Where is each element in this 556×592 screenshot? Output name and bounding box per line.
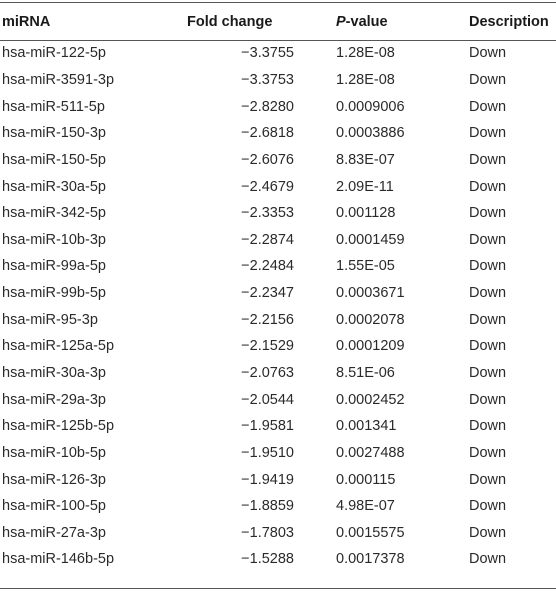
cell-description: Down	[469, 551, 507, 568]
cell-description: Down	[469, 365, 507, 381]
cell-mirna: hsa-miR-146b-5p	[2, 551, 115, 568]
cell-fold-change: −2.6818	[241, 125, 294, 142]
cell-description: Down	[469, 285, 507, 302]
cell-description: Down	[469, 45, 507, 62]
cell-pvalue: 1.55E-05	[336, 258, 395, 275]
table-row	[0, 333, 556, 360]
cell-mirna: hsa-miR-122-5p	[2, 45, 106, 62]
cell-description: Down	[469, 71, 507, 88]
table-row	[0, 120, 556, 147]
cell-description: Down	[469, 231, 507, 248]
cell-mirna: hsa-miR-150-5p	[2, 151, 106, 168]
table-row	[0, 40, 556, 67]
mirna-table	[0, 4, 556, 573]
cell-mirna: hsa-miR-29a-3p	[2, 391, 106, 408]
table-row	[0, 67, 556, 94]
cell-fold-change: −2.0763	[241, 365, 294, 381]
cell-pvalue: 0.001341	[336, 418, 397, 435]
cell-fold-change: −2.8280	[241, 98, 294, 115]
cell-description: Down	[469, 524, 507, 541]
table-row	[0, 226, 556, 253]
cell-fold-change: −2.1529	[241, 338, 294, 355]
cell-fold-change: −1.7803	[241, 524, 294, 541]
cell-description: Down	[469, 338, 507, 355]
cell-pvalue: 0.0001209	[336, 338, 405, 355]
cell-pvalue: 0.0002452	[336, 391, 405, 408]
table-row	[0, 466, 556, 493]
cell-fold-change: −2.2347	[241, 285, 294, 302]
header-pvalue-suffix: -value	[345, 14, 388, 30]
table-row	[0, 520, 556, 547]
cell-mirna: hsa-miR-150-3p	[2, 125, 106, 142]
table-row	[0, 253, 556, 280]
table-row	[0, 493, 556, 520]
table-row	[0, 280, 556, 307]
cell-pvalue: 2.09E-11	[336, 178, 394, 195]
cell-description: Down	[469, 205, 507, 222]
table-bottom-rule	[0, 588, 556, 589]
cell-pvalue: 0.001128	[336, 205, 396, 222]
cell-pvalue: 0.0001459	[336, 231, 405, 248]
table-row	[0, 360, 556, 387]
header-pvalue-italic: P	[336, 14, 346, 30]
table-row	[0, 147, 556, 174]
cell-mirna: hsa-miR-511-5p	[2, 98, 105, 115]
cell-mirna: hsa-miR-99a-5p	[2, 258, 106, 275]
cell-fold-change: −2.4679	[241, 178, 294, 195]
cell-mirna: hsa-miR-10b-3p	[2, 231, 106, 248]
cell-fold-change: −1.9581	[241, 418, 294, 435]
cell-description: Down	[469, 444, 507, 461]
cell-mirna: hsa-miR-95-3p	[2, 311, 98, 328]
cell-fold-change: −2.3353	[241, 205, 294, 222]
header-row	[0, 4, 556, 40]
table-row	[0, 173, 556, 200]
cell-pvalue: 0.0003671	[336, 285, 405, 302]
header-pvalue	[332, 4, 469, 40]
header-fold-change: Fold change	[187, 14, 273, 30]
cell-mirna: hsa-miR-100-5p	[2, 498, 106, 515]
cell-fold-change: −2.2156	[241, 311, 294, 328]
table-row	[0, 306, 556, 333]
cell-mirna: hsa-miR-27a-3p	[2, 524, 106, 541]
header-description: Description	[469, 14, 549, 30]
cell-pvalue: 0.000115	[336, 471, 396, 488]
table-row	[0, 386, 556, 413]
cell-fold-change: −1.9419	[241, 471, 294, 488]
cell-description: Down	[469, 98, 507, 115]
cell-fold-change: −3.3755	[241, 45, 294, 62]
cell-pvalue: 1.28E-08	[336, 71, 395, 88]
table-top-rule	[0, 2, 556, 3]
cell-description: Down	[469, 311, 507, 328]
cell-pvalue: 8.51E-06	[336, 365, 395, 381]
cell-description: Down	[469, 258, 507, 275]
table-row	[0, 546, 556, 573]
cell-pvalue: 0.0015575	[336, 524, 405, 541]
cell-pvalue: 0.0027488	[336, 444, 405, 461]
cell-description: Down	[469, 418, 507, 435]
table-row	[0, 413, 556, 440]
cell-mirna: hsa-miR-342-5p	[2, 205, 106, 222]
cell-description: Down	[469, 178, 507, 195]
table-row	[0, 93, 556, 120]
cell-mirna: hsa-miR-30a-3p	[2, 365, 106, 381]
cell-pvalue: 4.98E-07	[336, 498, 395, 515]
table-row	[0, 440, 556, 467]
cell-mirna: hsa-miR-125a-5p	[2, 338, 115, 355]
header-mirna: miRNA	[2, 14, 51, 30]
cell-fold-change: −2.2874	[241, 231, 294, 248]
cell-fold-change: −2.2484	[241, 258, 294, 275]
cell-fold-change: −3.3753	[241, 71, 294, 88]
cell-pvalue: 1.28E-08	[336, 45, 395, 62]
cell-fold-change: −2.0544	[241, 391, 294, 408]
cell-mirna: hsa-miR-3591-3p	[2, 71, 115, 88]
cell-pvalue: 0.0017378	[336, 551, 405, 568]
cell-fold-change: −2.6076	[241, 151, 294, 168]
cell-pvalue: 0.0003886	[336, 125, 405, 142]
cell-fold-change: −1.8859	[241, 498, 294, 515]
cell-fold-change: −1.5288	[241, 551, 294, 568]
cell-fold-change: −1.9510	[241, 444, 294, 461]
cell-mirna: hsa-miR-30a-5p	[2, 178, 106, 195]
cell-mirna: hsa-miR-99b-5p	[2, 285, 106, 302]
cell-description: Down	[469, 391, 507, 408]
cell-description: Down	[469, 471, 507, 488]
cell-description: Down	[469, 151, 507, 168]
table-header	[0, 4, 556, 40]
cell-pvalue: 0.0009006	[336, 98, 405, 115]
table-row	[0, 200, 556, 227]
cell-description: Down	[469, 498, 507, 515]
cell-mirna: hsa-miR-125b-5p	[2, 418, 115, 435]
cell-pvalue: 0.0002078	[336, 311, 405, 328]
cell-pvalue: 8.83E-07	[336, 151, 395, 168]
table-body	[0, 40, 556, 573]
cell-mirna: hsa-miR-126-3p	[2, 471, 106, 488]
cell-description: Down	[469, 125, 507, 142]
cell-mirna: hsa-miR-10b-5p	[2, 444, 106, 461]
